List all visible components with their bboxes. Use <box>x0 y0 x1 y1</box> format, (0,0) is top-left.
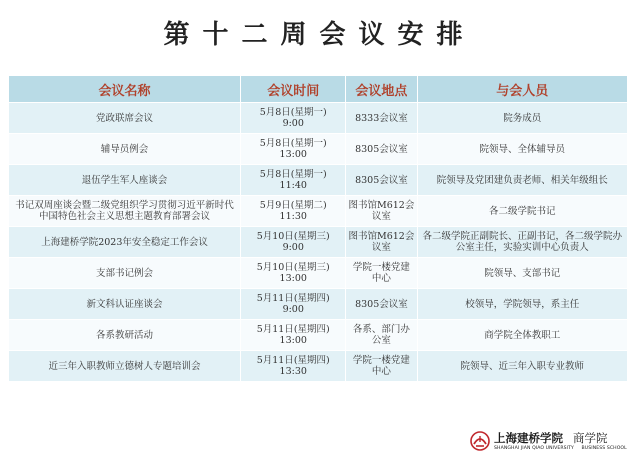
table-header-row <box>9 76 628 103</box>
meeting-place-cell: 各系、部门办公室 <box>346 320 417 351</box>
meeting-time-cell <box>241 289 346 320</box>
meeting-name-cell: 辅导员例会 <box>9 134 241 165</box>
meeting-place-cell: 8305会议室 <box>346 289 417 320</box>
table-row <box>9 165 628 196</box>
meeting-date: 5月11日(星期四) <box>256 355 330 366</box>
header-attendees: 与会人员 <box>417 76 627 103</box>
table-row <box>9 320 628 351</box>
meeting-date: 5月8日(星期一) <box>259 169 327 180</box>
meeting-clock-time: 11:40 <box>279 180 307 191</box>
logo-school-name-en: BUSINESS SCHOOL <box>581 446 627 451</box>
meeting-time-cell <box>241 351 346 382</box>
meeting-time-cell <box>241 196 346 227</box>
meeting-place-cell: 8305会议室 <box>346 134 417 165</box>
table-row <box>9 103 628 134</box>
meeting-place-cell: 图书馆M612会议室 <box>346 196 417 227</box>
meeting-name-cell: 退伍学生军人座谈会 <box>9 165 241 196</box>
attendees-cell: 院领导、近三年入职专业教师 <box>417 351 627 382</box>
logo-school-name: 商学院 <box>573 431 608 445</box>
meeting-name-cell: 近三年入职教师立德树人专题培训会 <box>9 351 241 382</box>
attendees-cell: 院领导及党团建负责老师、相关年级组长 <box>417 165 627 196</box>
table-row <box>9 258 628 289</box>
meeting-name-cell: 支部书记例会 <box>9 258 241 289</box>
attendees-cell: 院务成员 <box>417 103 627 134</box>
logo-university-name-en: SHANGHAI JIAN QIAO UNIVERSITY <box>494 446 574 451</box>
attendees-cell: 校领导，学院领导，系主任 <box>417 289 627 320</box>
meeting-schedule-table <box>8 75 628 382</box>
header-meeting-name: 会议名称 <box>9 76 241 103</box>
meeting-time-cell <box>241 227 346 258</box>
meeting-date: 5月9日(星期二) <box>259 200 327 211</box>
meeting-date: 5月8日(星期一) <box>259 138 327 149</box>
meeting-name-cell: 书记双周座谈会暨二级党组织学习贯彻习近平新时代中国特色社会主义思想主题教育部署会议 <box>9 196 241 227</box>
attendees-cell: 商学院全体教职工 <box>417 320 627 351</box>
meeting-clock-time: 9:00 <box>282 242 304 253</box>
meeting-place-cell: 学院一楼党建中心 <box>346 258 417 289</box>
page-title: 第十二周会议安排 <box>163 20 476 50</box>
header-meeting-place: 会议地点 <box>346 76 417 103</box>
meeting-date: 5月11日(星期四) <box>256 324 330 335</box>
meeting-place-cell: 图书馆M612会议室 <box>346 227 417 258</box>
meeting-place-cell: 8333会议室 <box>346 103 417 134</box>
meeting-date: 5月10日(星期三) <box>256 231 330 242</box>
meeting-clock-time: 13:00 <box>279 273 307 284</box>
table-row <box>9 289 628 320</box>
table-row <box>9 134 628 165</box>
university-seal-icon <box>470 430 490 452</box>
meeting-clock-time: 11:30 <box>279 211 307 222</box>
table-row <box>9 196 628 227</box>
meeting-name-cell: 各系教研活动 <box>9 320 241 351</box>
meeting-clock-time: 9:00 <box>282 304 304 315</box>
meeting-name-cell: 党政联席会议 <box>9 103 241 134</box>
meeting-place-cell: 学院一楼党建中心 <box>346 351 417 382</box>
meeting-time-cell <box>241 103 346 134</box>
attendees-cell: 院领导、支部书记 <box>417 258 627 289</box>
table-row <box>9 227 628 258</box>
table-row <box>9 351 628 382</box>
meeting-time-cell <box>241 165 346 196</box>
attendees-cell: 各二级学院书记 <box>417 196 627 227</box>
logo-university-name: 上海建桥学院 <box>494 431 563 445</box>
meeting-time-cell <box>241 134 346 165</box>
meeting-clock-time: 13:00 <box>279 149 307 160</box>
meeting-clock-time: 13:30 <box>279 366 307 377</box>
meeting-time-cell <box>241 258 346 289</box>
attendees-cell: 各二级学院正副院长、正副书记，各二级学院办公室主任，实验实训中心负责人 <box>417 227 627 258</box>
meeting-name-cell: 新文科认证座谈会 <box>9 289 241 320</box>
university-logo <box>470 430 635 458</box>
meeting-date: 5月10日(星期三) <box>256 262 330 273</box>
meeting-clock-time: 13:00 <box>279 335 307 346</box>
meeting-time-cell <box>241 320 346 351</box>
meeting-place-cell: 8305会议室 <box>346 165 417 196</box>
header-meeting-time: 会议时间 <box>241 76 346 103</box>
meeting-name-cell: 上海建桥学院2023年安全稳定工作会议 <box>9 227 241 258</box>
meeting-date: 5月8日(星期一) <box>259 107 327 118</box>
attendees-cell: 院领导、全体辅导员 <box>417 134 627 165</box>
meeting-date: 5月11日(星期四) <box>256 293 330 304</box>
meeting-clock-time: 9:00 <box>282 118 304 129</box>
